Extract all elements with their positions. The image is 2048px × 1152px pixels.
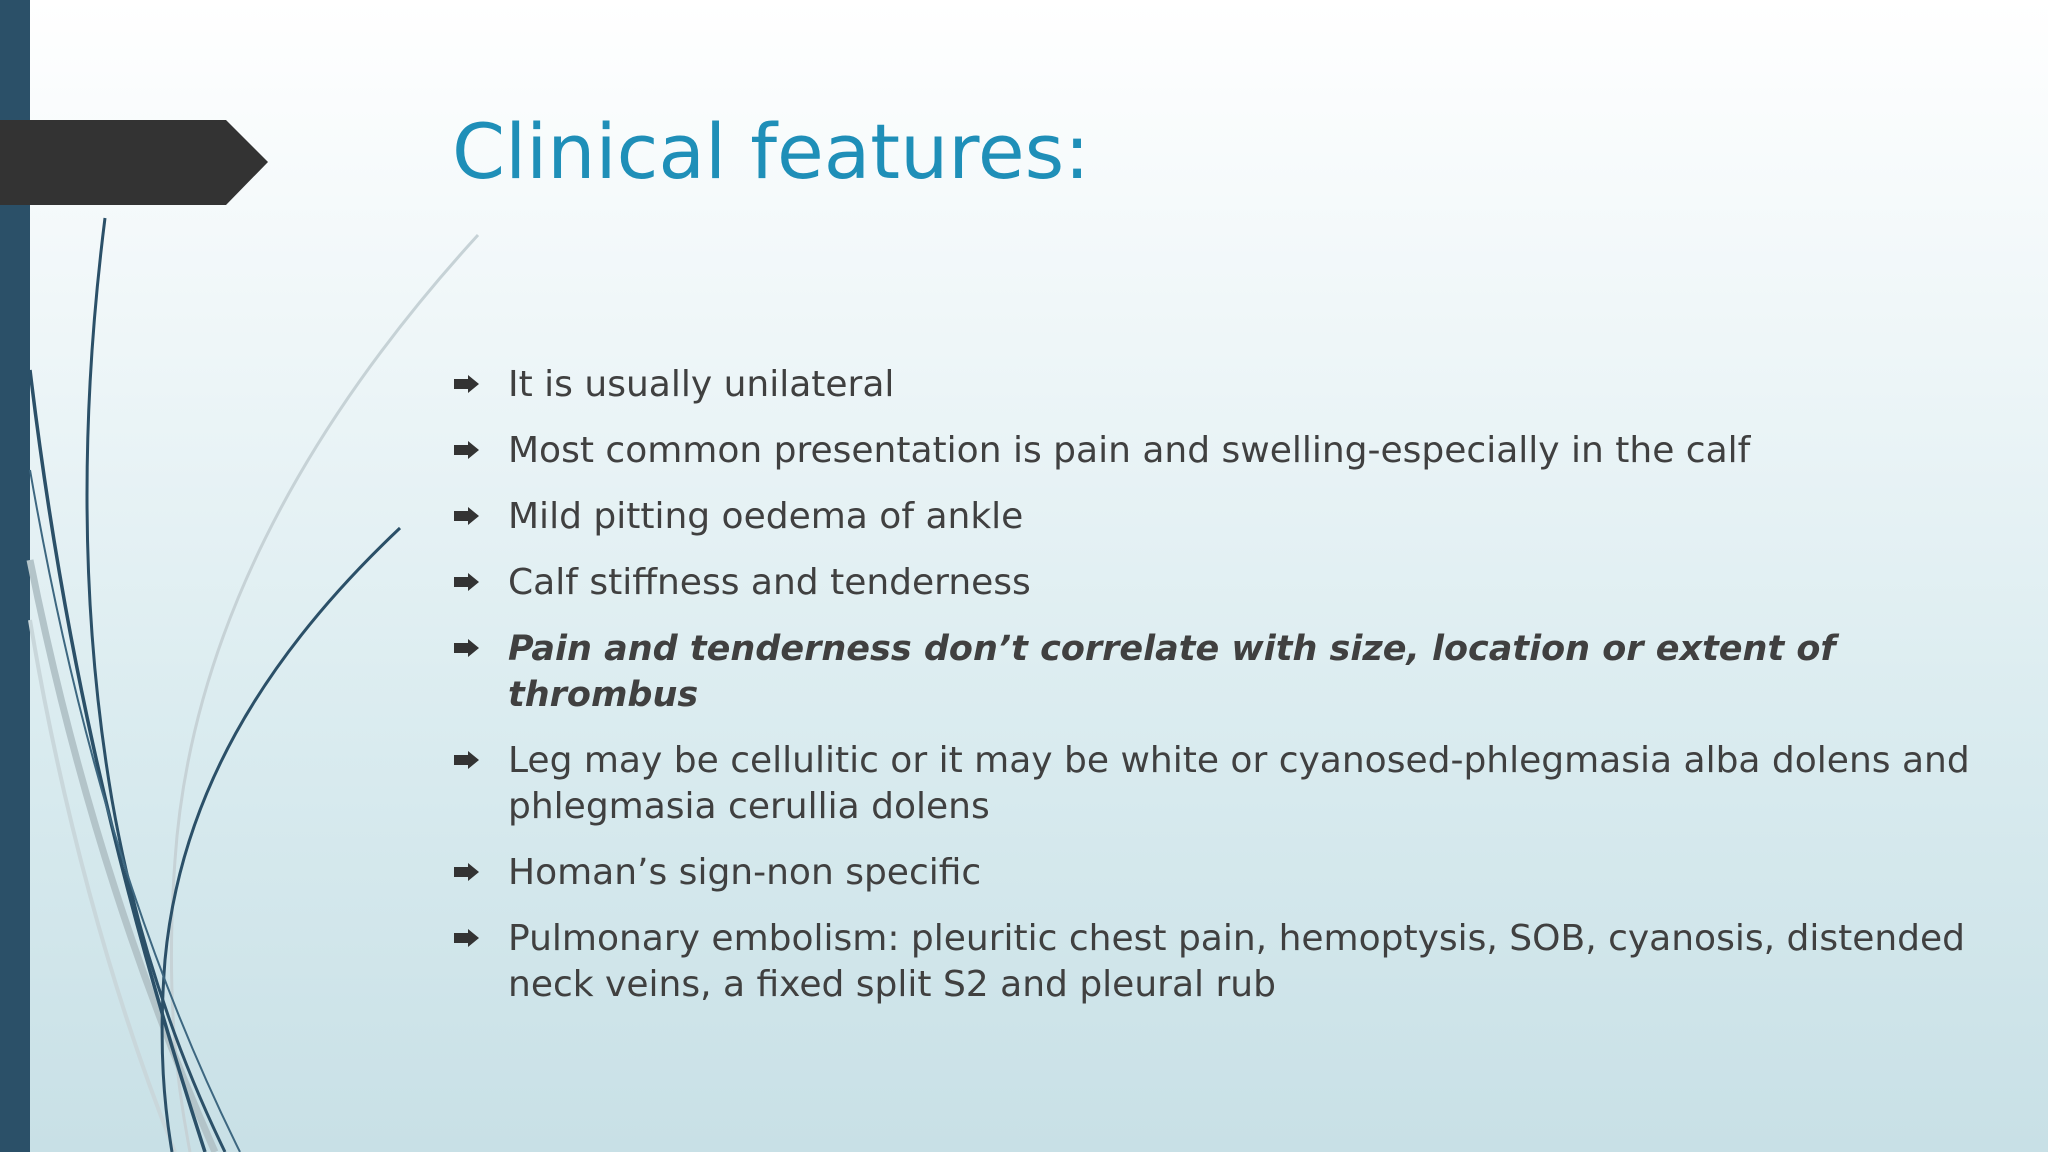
- bullet-list: [452, 362, 2012, 1028]
- slide-title: Clinical features:: [452, 107, 1090, 196]
- bullet-text: Calf stiffness and tenderness: [508, 562, 1031, 603]
- arrow-right-icon: [452, 374, 480, 394]
- bullet-text: Pain and tenderness don’t correlate with size, location or extent of thrombus: [508, 629, 1836, 715]
- bullet-text: It is usually unilateral: [508, 364, 895, 405]
- bullet-item: [452, 850, 2012, 896]
- bullet-text: Mild pitting oedema of ankle: [508, 496, 1024, 537]
- arrow-right-icon: [452, 928, 480, 948]
- arrow-right-icon: [452, 750, 480, 770]
- arrow-right-icon: [452, 572, 480, 592]
- bullet-item: [452, 428, 2012, 474]
- arrow-right-icon: [452, 440, 480, 460]
- bullet-text: Most common presentation is pain and swelling-especially in the calf: [508, 430, 1751, 471]
- arrow-right-icon: [452, 506, 480, 526]
- bullet-text: Leg may be cellulitic or it may be white or cyanosed-phlegmasia alba dolens and phlegmasia cerullia dolens: [508, 740, 1970, 827]
- bullet-item: [452, 560, 2012, 606]
- title-tab-arrow: [0, 120, 268, 205]
- bullet-item: [452, 916, 2012, 1008]
- bullet-item-emphasized: [452, 626, 2012, 718]
- arrow-right-icon: [452, 638, 480, 658]
- bullet-item: [452, 362, 2012, 408]
- bullet-item: [452, 738, 2012, 830]
- bullet-item: [452, 494, 2012, 540]
- bullet-text: Pulmonary embolism: pleuritic chest pain, hemoptysis, SOB, cyanosis, distended neck veins, a fixed split S2 and pleural rub: [508, 918, 1966, 1005]
- arrow-right-icon: [452, 862, 480, 882]
- bullet-text: Homan’s sign-non specific: [508, 852, 982, 893]
